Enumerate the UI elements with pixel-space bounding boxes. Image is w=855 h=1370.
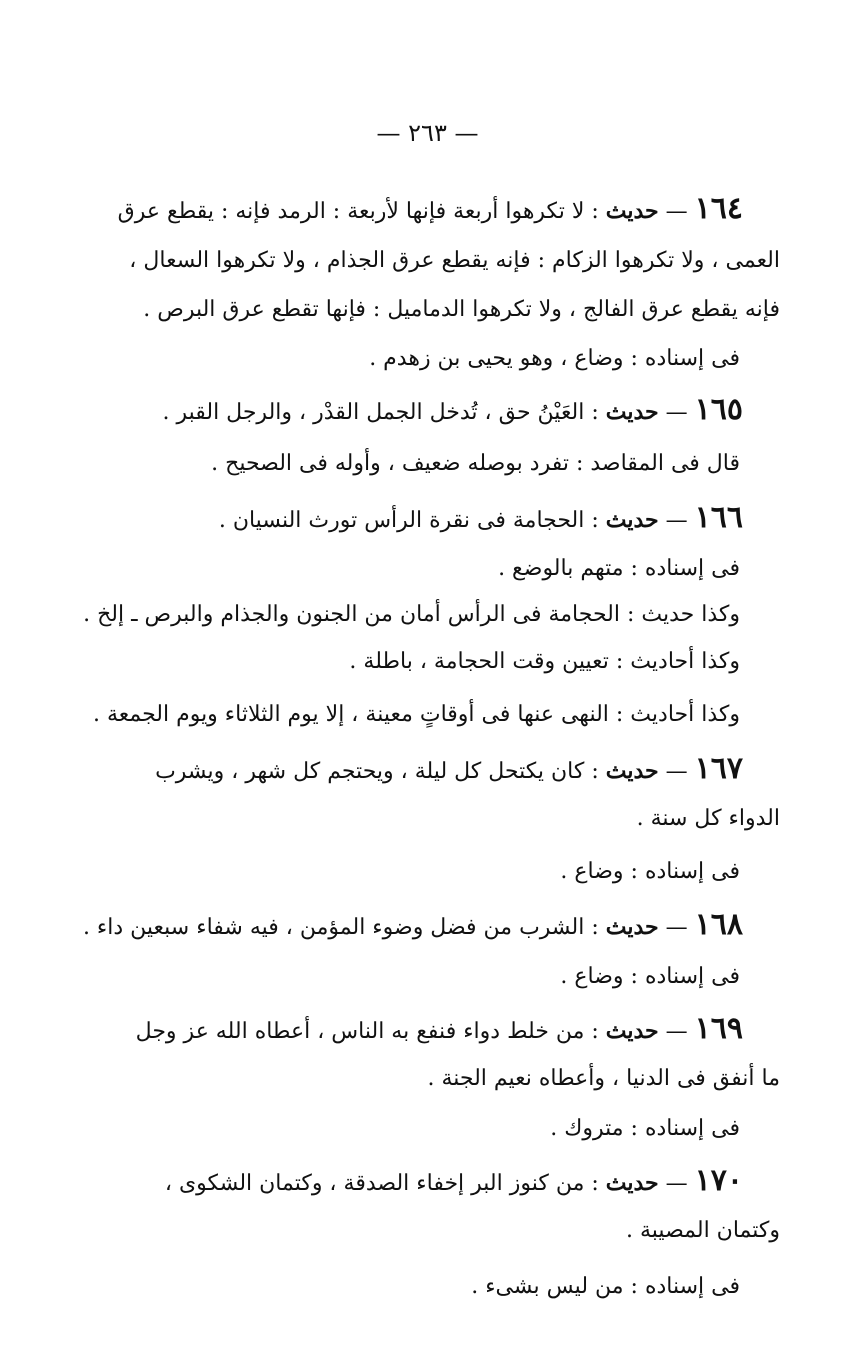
entry-note: وكذا حديث : الحجامة فى الرأس أمان من الجنون والجذام والبرص ـ إلخ . xyxy=(83,602,740,627)
entry-number: ١٦٤ xyxy=(694,191,743,226)
entry-text: : الحجامة فى نقرة الرأس تورث النسيان . xyxy=(218,508,599,533)
entry-note: فى إسناده : وضاع . xyxy=(560,859,740,884)
entry-dash: — xyxy=(665,199,688,224)
entry-keyword: حديث xyxy=(605,507,659,533)
entry-keyword: حديث xyxy=(605,399,659,425)
entry-keyword: حديث xyxy=(605,1170,659,1196)
entry-167-line-1 xyxy=(155,752,743,789)
entry-165-line-1 xyxy=(162,393,743,430)
entry-dash: — xyxy=(665,915,688,940)
entry-number: ١٦٧ xyxy=(694,751,743,786)
entry-166-line-1 xyxy=(219,501,743,538)
entry-text: وكتمان المصيبة . xyxy=(626,1218,780,1243)
entry-text: : من خلط دواء فنفع به الناس ، أعطاه الله عز وجل xyxy=(135,1019,599,1044)
entry-dash: — xyxy=(665,400,688,425)
entry-note: وكذا أحاديث : النهى عنها فى أوقاتٍ معينة ، إلا يوم الثلاثاء ويوم الجمعة . xyxy=(92,702,740,727)
entry-number: ١٦٥ xyxy=(694,392,743,427)
entry-dash: — xyxy=(665,1171,688,1196)
entry-dash: — xyxy=(665,508,688,533)
entry-text: العمى ، ولا تكرهوا الزكام : فإنه يقطع عرق الجذام ، ولا تكرهوا السعال ، xyxy=(129,248,780,273)
entry-note: فى إسناده : متروك . xyxy=(550,1116,740,1141)
entry-text: : من كنوز البر إخفاء الصدقة ، وكتمان الشكوى ، xyxy=(164,1171,599,1196)
entry-dash: — xyxy=(665,759,688,784)
entry-170-line-1 xyxy=(165,1164,743,1201)
entry-169-line-1 xyxy=(136,1012,743,1049)
entry-note: وكذا أحاديث : تعيين وقت الحجامة ، باطلة . xyxy=(349,649,740,674)
entry-keyword: حديث xyxy=(605,758,659,784)
entry-note: فى إسناده : متهم بالوضع . xyxy=(498,556,740,581)
entry-text: : لا تكرهوا أربعة فإنها لأربعة : الرمد فإنه : يقطع عرق xyxy=(117,199,599,224)
entry-number: ١٦٦ xyxy=(694,500,743,535)
entry-note: فى إسناده : من ليس بشىء . xyxy=(471,1274,740,1299)
entry-keyword: حديث xyxy=(605,1018,659,1044)
entry-164-line-1 xyxy=(118,192,743,229)
entry-168-line-1 xyxy=(83,908,743,945)
entry-keyword: حديث xyxy=(605,914,659,940)
entry-note: قال فى المقاصد : تفرد بوصله ضعيف ، وأوله فى الصحيح . xyxy=(211,451,740,476)
entry-text: : كان يكتحل كل ليلة ، ويحتجم كل شهر ، ويشرب xyxy=(155,759,599,784)
entry-text: : العَيْنُ حق ، تُدخل الجمل القدْر ، والرجل القبر . xyxy=(162,400,599,425)
entry-number: ١٧٠ xyxy=(694,1163,743,1198)
entry-note: فى إسناده : وضاع ، وهو يحيى بن زهدم . xyxy=(369,346,740,371)
entry-number: ١٦٩ xyxy=(694,1011,743,1046)
entry-keyword: حديث xyxy=(605,198,659,224)
entry-text: ما أنفق فى الدنيا ، وأعطاه نعيم الجنة . xyxy=(427,1066,780,1091)
page-number: — ٢٦٣ — xyxy=(376,119,479,147)
entry-text: : الشرب من فضل وضوء المؤمن ، فيه شفاء سبعين داء . xyxy=(82,915,599,940)
entry-note: فى إسناده : وضاع . xyxy=(560,964,740,989)
entry-text: الدواء كل سنة . xyxy=(636,806,780,831)
entry-number: ١٦٨ xyxy=(694,907,743,942)
entry-dash: — xyxy=(665,1019,688,1044)
entry-text: فإنه يقطع عرق الفالج ، ولا تكرهوا الدماميل : فإنها تقطع عرق البرص . xyxy=(143,297,780,322)
